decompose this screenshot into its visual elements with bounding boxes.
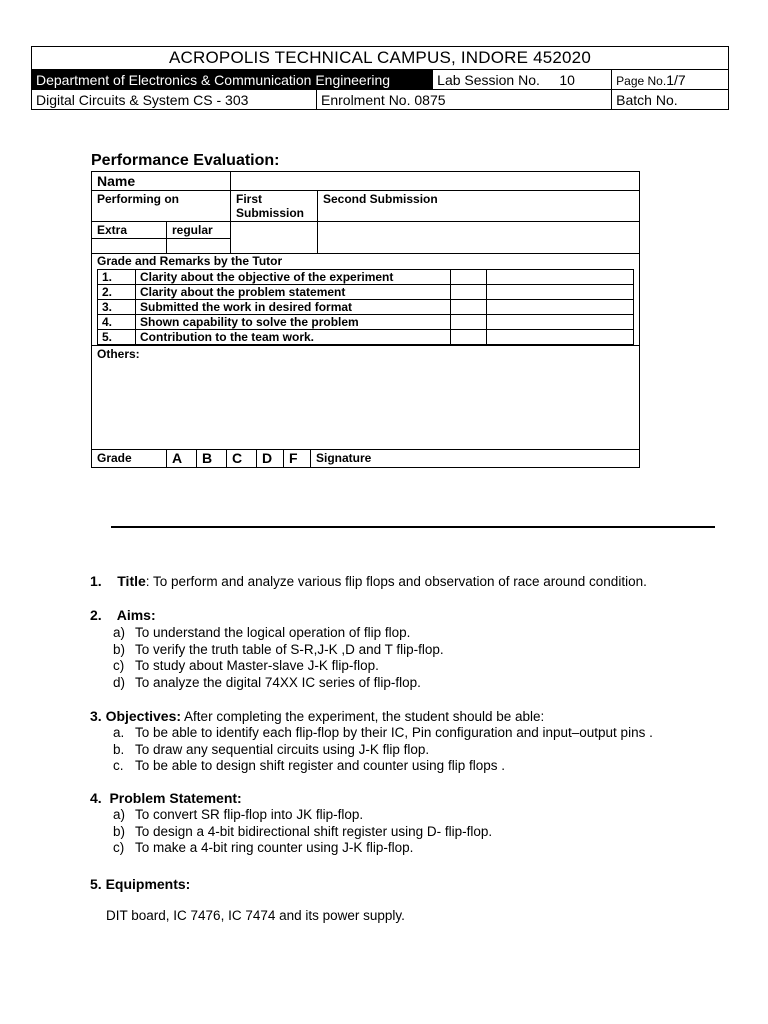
performance-table: [91, 171, 640, 468]
title-text: : To perform and analyze various flip flops and observation of race around condition.: [145, 574, 647, 589]
criteria-remark-cell[interactable]: [487, 285, 634, 300]
objectives-intro: After completing the experiment, the student should be able:: [181, 709, 545, 724]
criteria-mark-cell[interactable]: [451, 270, 487, 285]
list-item: b) To design a 4-bit bidirectional shift register using D- flip-flop.: [113, 823, 493, 839]
title-number: 1.: [90, 573, 102, 589]
section-objectives: [90, 708, 730, 775]
list-item: a) To convert SR flip-flop into JK flip-flop.: [113, 807, 364, 822]
extra-field[interactable]: [92, 239, 167, 254]
equipments-heading: 5. Equipments:: [90, 876, 191, 892]
section-aims: [90, 607, 730, 691]
criteria-row: [98, 270, 634, 285]
title-label: Title: [117, 573, 146, 589]
department-name: Department of Electronics & Communication Engineering: [32, 70, 433, 90]
first-submission-field[interactable]: [231, 222, 318, 254]
subject-name: Digital Circuits & System CS - 303: [32, 90, 317, 110]
grade-option-c[interactable]: C: [227, 450, 257, 467]
criteria-remark-cell[interactable]: [487, 300, 634, 315]
problem-heading: 4. Problem Statement:: [90, 790, 242, 806]
criteria-text: Clarity about the objective of the experiment: [136, 270, 451, 285]
header-table: [31, 46, 729, 110]
grade-remarks-label: Grade and Remarks by the Tutor: [97, 254, 283, 268]
list-item: c) To make a 4-bit ring counter using J-K flip-flop.: [113, 840, 414, 855]
grade-option-b[interactable]: B: [197, 450, 227, 467]
section-equipments: [90, 876, 730, 923]
name-label: Name: [92, 172, 231, 191]
grade-row: [167, 450, 640, 468]
others-field[interactable]: [92, 346, 640, 450]
batch-number: Batch No.: [612, 90, 729, 110]
criteria-row: [98, 300, 634, 315]
list-item: a) To understand the logical operation of flip flop.: [113, 625, 411, 640]
extra-label: Extra: [92, 222, 167, 239]
grade-label: Grade: [92, 450, 167, 468]
criteria-mark-cell[interactable]: [451, 315, 487, 330]
criteria-number: 4.: [98, 315, 136, 330]
equipments-text: DIT board, IC 7476, IC 7474 and its power supply.: [106, 908, 405, 923]
grade-remarks-block: [92, 254, 640, 346]
section-divider: [111, 526, 715, 528]
criteria-row: [98, 315, 634, 330]
section-problem-statement: [90, 790, 730, 857]
page-number: [612, 70, 729, 90]
list-item: b. To draw any sequential circuits using J-K flip flop.: [113, 741, 430, 757]
criteria-text: Submitted the work in desired format: [136, 300, 451, 315]
page-label: Page No.: [616, 73, 667, 88]
criteria-text: Contribution to the team work.: [136, 330, 451, 345]
lab-session: [433, 70, 612, 90]
criteria-remark-cell[interactable]: [487, 315, 634, 330]
criteria-number: 2.: [98, 285, 136, 300]
lab-session-label: Lab Session No.: [437, 71, 540, 88]
objectives-heading: 3. Objectives:: [90, 708, 182, 724]
name-field[interactable]: [231, 172, 640, 191]
criteria-text: Clarity about the problem statement: [136, 285, 451, 300]
criteria-number: 5.: [98, 330, 136, 345]
section-title: [90, 573, 730, 589]
aims-heading: 2. Aims:: [90, 607, 156, 623]
criteria-table: [97, 269, 634, 345]
institute-title: ACROPOLIS TECHNICAL CAMPUS, INDORE 452020: [32, 47, 729, 70]
criteria-number: 3.: [98, 300, 136, 315]
page-value: 1/7: [666, 71, 686, 88]
criteria-remark-cell[interactable]: [487, 330, 634, 345]
grade-option-f[interactable]: F: [284, 450, 311, 467]
performing-on-label: Performing on: [92, 191, 231, 222]
second-submission-field[interactable]: [318, 222, 640, 254]
regular-label: regular: [167, 222, 231, 239]
others-label: Others:: [97, 347, 140, 361]
grade-option-d[interactable]: D: [257, 450, 284, 467]
criteria-row: [98, 330, 634, 345]
criteria-mark-cell[interactable]: [451, 300, 487, 315]
lab-session-number: 10: [559, 71, 575, 88]
criteria-row: [98, 285, 634, 300]
list-item: c) To study about Master-slave J-K flip-flop.: [113, 658, 379, 673]
grade-option-a[interactable]: A: [167, 450, 197, 467]
list-item: d) To analyze the digital 74XX IC series of flip-flop.: [113, 674, 421, 690]
enrolment-number: Enrolment No. 0875: [317, 90, 612, 110]
list-item: b) To verify the truth table of S-R,J-K ,D and T flip-flop.: [113, 641, 444, 657]
performance-heading: Performance Evaluation:: [91, 152, 280, 169]
signature-label: Signature: [311, 450, 640, 467]
criteria-mark-cell[interactable]: [451, 285, 487, 300]
list-item: c. To be able to design shift register and counter using flip flops .: [113, 758, 505, 773]
first-submission-label: First Submission: [231, 191, 318, 222]
criteria-text: Shown capability to solve the problem: [136, 315, 451, 330]
criteria-mark-cell[interactable]: [451, 330, 487, 345]
regular-field[interactable]: [167, 239, 231, 254]
criteria-remark-cell[interactable]: [487, 270, 634, 285]
criteria-number: 1.: [98, 270, 136, 285]
list-item: a. To be able to identify each flip-flop by their IC, Pin configuration and input–output pins .: [113, 725, 653, 740]
second-submission-label: Second Submission: [318, 191, 640, 222]
